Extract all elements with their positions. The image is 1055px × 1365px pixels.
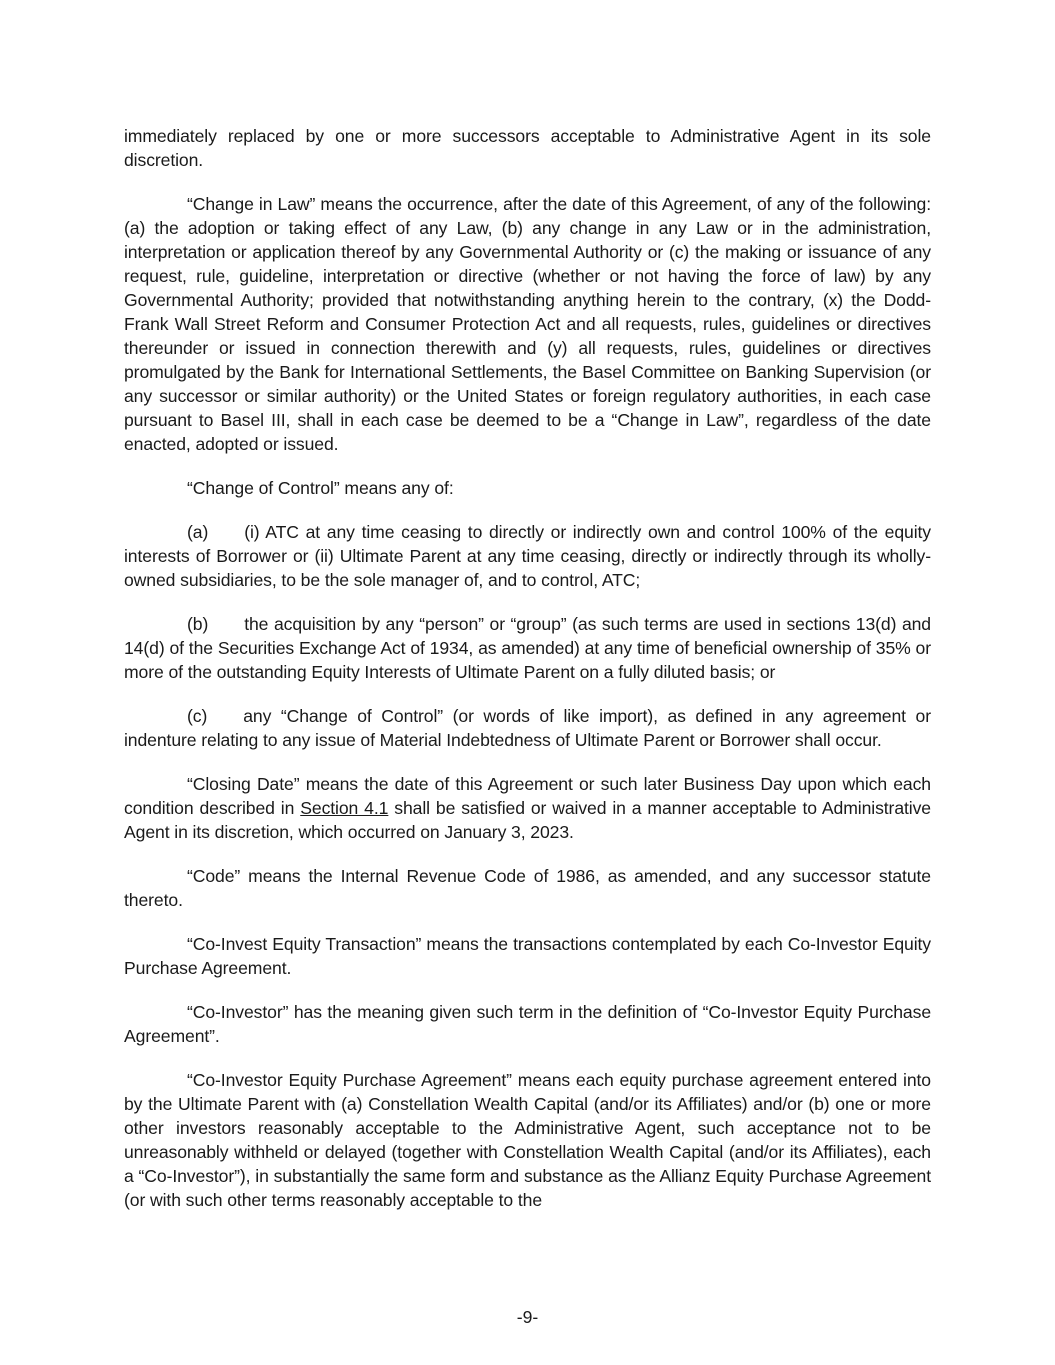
definition-code: “Code” means the Internal Revenue Code of 1986, as amended, and any successor statute thereto. [124, 866, 931, 910]
definition-co-investor-equity-purchase-agreement: “Co-Investor Equity Purchase Agreement” means each equity purchase agreement entered into by the Ultimate Parent with (a) Constellation Wealth Capital (and/or its Affiliates) and/or (b) one or more other investors reasonably acceptable to the Administrative Agent, such acceptance not to be unreasonably withheld or delayed (together with Constellation Wealth Capital (and/or its Affiliates), each a “Co-Investor”), in substantially the same form and substance as the Allianz Equity Purchase Agreement (or with such other terms reasonably acceptable to the [124, 1070, 931, 1210]
clause-b [124, 612, 931, 684]
document-body [124, 124, 931, 1232]
clause-a-label: (a) [187, 522, 209, 542]
section-reference-link[interactable]: Section 4.1 [300, 798, 389, 818]
definition-closing-date [124, 772, 931, 844]
clause-c-label: (c) [187, 706, 208, 726]
clause-c-text: any “Change of Control” (or words of like import), as defined in any agreement or indenture relating to any issue of Material Indebtedness of Ultimate Parent or Borrower shall occur. [124, 706, 931, 750]
clause-a-text: (i) ATC at any time ceasing to directly or indirectly own and control 100% of the equity interests of Borrower or (ii) Ultimate Parent at any time ceasing, directly or indirectly through its wholly-owned subsidiaries, to be the sole manager of, and to control, ATC; [124, 522, 931, 590]
clause-c [124, 704, 931, 752]
page-number: -9- [516, 1307, 539, 1327]
definition-co-invest-equity-transaction: “Co-Invest Equity Transaction” means the transactions contemplated by each Co-Investor Equity Purchase Agreement. [124, 934, 931, 978]
closing-date-text-before: “Closing Date” means the date of this Agreement or such later Business Day upon which each condition described in [124, 774, 931, 818]
clause-b-text: the acquisition by any “person” or “group” (as such terms are used in sections 13(d) and 14(d) of the Securities Exchange Act of 1934, as amended) at any time of beneficial ownership of 35% or more of the outstanding Equity Interests of Ultimate Parent on a fully diluted basis; or [124, 614, 931, 682]
clause-a [124, 520, 931, 592]
clause-b-label: (b) [187, 614, 209, 634]
definition-change-in-law: “Change in Law” means the occurrence, after the date of this Agreement, of any of the following: (a) the adoption or taking effect of any Law, (b) any change in any Law or in the administration, interpretation or application thereof by any Governmental Authority or (c) the making or issuance of any request, rule, guideline, interpretation or directive (whether or not having the force of law) by any Governmental Authority; provided that notwithstanding anything herein to the contrary, (x) the Dodd-Frank Wall Street Reform and Consumer Protection Act and all requests, rules, guidelines or directives thereunder or issued in connection therewith and (y) all requests, rules, guidelines or directives promulgated by the Bank for International Settlements, the Basel Committee on Banking Supervision (or any successor or similar authority) or the United States or foreign regulatory authorities, in each case pursuant to Basel III, shall in each case be deemed to be a “Change in Law”, regardless of the date enacted, adopted or issued. [124, 194, 931, 454]
definition-co-investor: “Co-Investor” has the meaning given such term in the definition of “Co-Investor Equity Purchase Agreement”. [124, 1002, 931, 1046]
closing-date-text-after: shall be satisfied or waived in a manner acceptable to Administrative Agent in its discretion, which occurred on January 3, 2023. [124, 798, 931, 842]
definition-change-of-control: “Change of Control” means any of: [187, 478, 454, 498]
paragraph-continuation: immediately replaced by one or more successors acceptable to Administrative Agent in its sole discretion. [124, 126, 931, 170]
